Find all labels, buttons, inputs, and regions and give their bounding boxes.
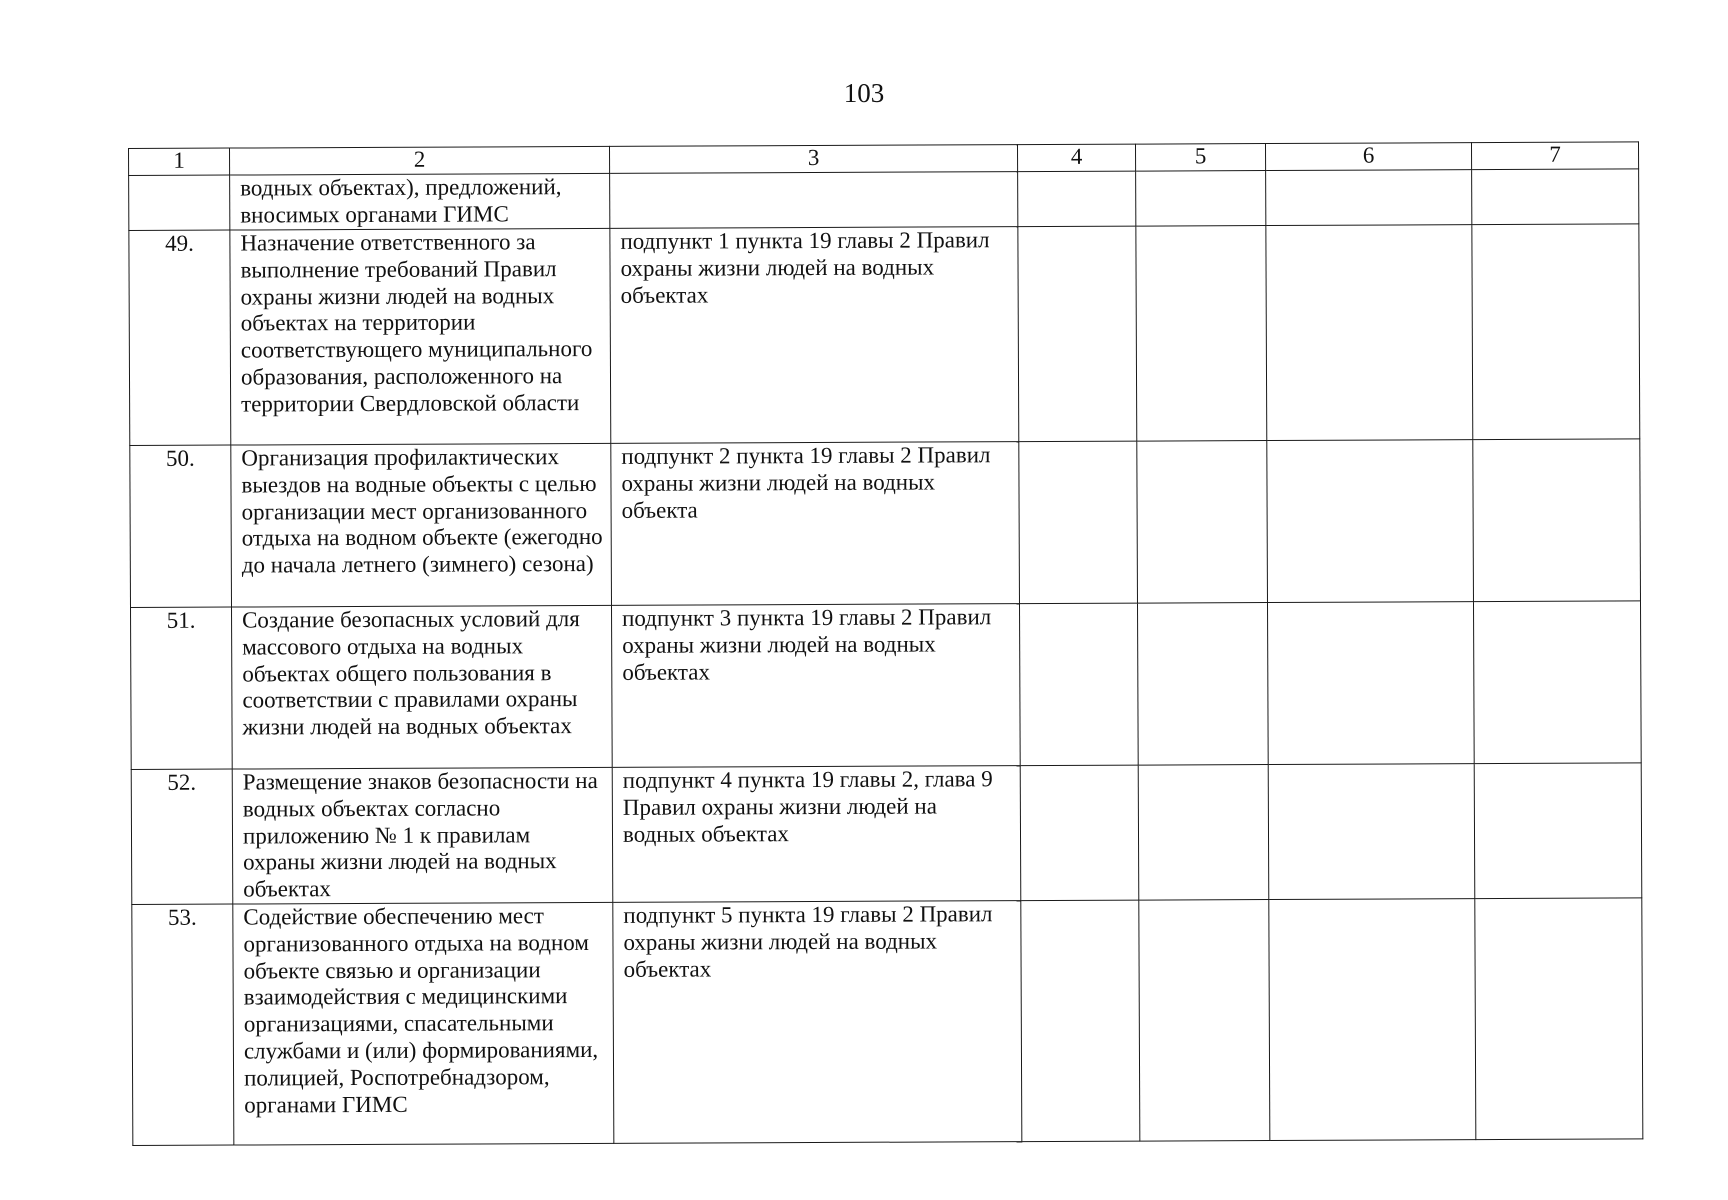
cell-col-4: [1018, 226, 1137, 442]
table-row: [131, 763, 1642, 905]
measure-text: Содействие обеспечению мест организованного отдыха на водном объекте связью и организации взаимодействия с медицинскими организациями, спасательными службами и (или) формированиями, полицией, Роспотребнадзором, органами ГИМС: [233, 902, 614, 1145]
cell-col-5: [1136, 226, 1267, 442]
table-row: [131, 601, 1642, 770]
cell-col-6: [1266, 225, 1473, 441]
cell-col-4: [1019, 603, 1138, 766]
table-row: [129, 224, 1640, 446]
cell-col-5: [1139, 900, 1270, 1142]
cell-col-7: [1472, 169, 1639, 225]
table-row: [129, 169, 1639, 231]
cell-col-4: [1020, 765, 1139, 901]
row-number: [129, 175, 230, 230]
cell-col-5: [1137, 603, 1268, 766]
measure-text: Назначение ответственного за выполнение требований Правил охраны жизни людей на водных объектах на территории соответствующего муниципального образования, расположенного на территории Свердловской области: [230, 228, 611, 445]
row-number: 51.: [131, 607, 233, 769]
cell-col-6: [1267, 602, 1474, 765]
column-header-1: 1: [129, 148, 230, 175]
cell-col-6: [1266, 170, 1472, 226]
cell-col-7: [1475, 898, 1643, 1140]
cell-col-6: [1269, 899, 1476, 1141]
table-row: [132, 898, 1643, 1146]
cell-col-6: [1268, 764, 1475, 900]
legal-basis: подпункт 4 пункта 19 главы 2, глава 9 Правил охраны жизни людей на водных объектах: [612, 766, 1021, 903]
cell-col-4: [1021, 900, 1140, 1142]
column-header-2: 2: [230, 146, 610, 175]
document-table: [128, 141, 1643, 1146]
cell-col-7: [1472, 224, 1640, 440]
cell-col-4: [1019, 441, 1138, 604]
row-number: 50.: [130, 445, 232, 607]
measure-text: водных объектах), предложений, вносимых органами ГИМС: [230, 173, 610, 230]
cell-col-4: [1018, 171, 1136, 227]
cell-col-5: [1138, 765, 1269, 901]
legal-basis: подпункт 3 пункта 19 главы 2 Правил охраны жизни людей на водных объектах: [612, 604, 1021, 768]
measure-text: Создание безопасных условий для массового отдыха на водных объектах общего пользования в соответствии с правилами охраны жизни людей на водных объектах: [232, 605, 613, 769]
page-number: 103: [843, 78, 885, 108]
measure-text: Организация профилактических выездов на водные объекты с целью организации мест организованного отдыха на водном объекте (ежегодно до начала летнего (зимнего) сезона): [231, 443, 612, 607]
cell-col-5: [1136, 171, 1266, 227]
legal-basis: [610, 172, 1018, 229]
measure-text: Размещение знаков безопасности на водных объектах согласно приложению № 1 к правилам охраны жизни людей на водных объектах: [232, 767, 613, 904]
column-header-5: 5: [1135, 144, 1265, 172]
row-number: 49.: [129, 230, 231, 445]
column-header-7: 7: [1471, 142, 1638, 170]
column-header-4: 4: [1017, 144, 1135, 172]
cell-col-7: [1474, 763, 1642, 899]
cell-col-7: [1473, 601, 1641, 764]
column-header-3: 3: [609, 145, 1017, 174]
column-header-6: 6: [1265, 143, 1471, 171]
legal-basis: подпункт 2 пункта 19 главы 2 Правил охраны жизни людей на водных объекта: [611, 442, 1020, 606]
cell-col-7: [1473, 439, 1641, 602]
table-row: [130, 439, 1641, 608]
legal-basis: подпункт 1 пункта 19 главы 2 Правил охраны жизни людей на водных объектах: [610, 227, 1019, 444]
cell-col-5: [1137, 441, 1268, 604]
row-number: 52.: [131, 769, 233, 904]
row-number: 53.: [132, 904, 234, 1145]
legal-basis: подпункт 5 пункта 19 главы 2 Правил охраны жизни людей на водных объектах: [613, 901, 1022, 1144]
cell-col-6: [1267, 440, 1474, 603]
